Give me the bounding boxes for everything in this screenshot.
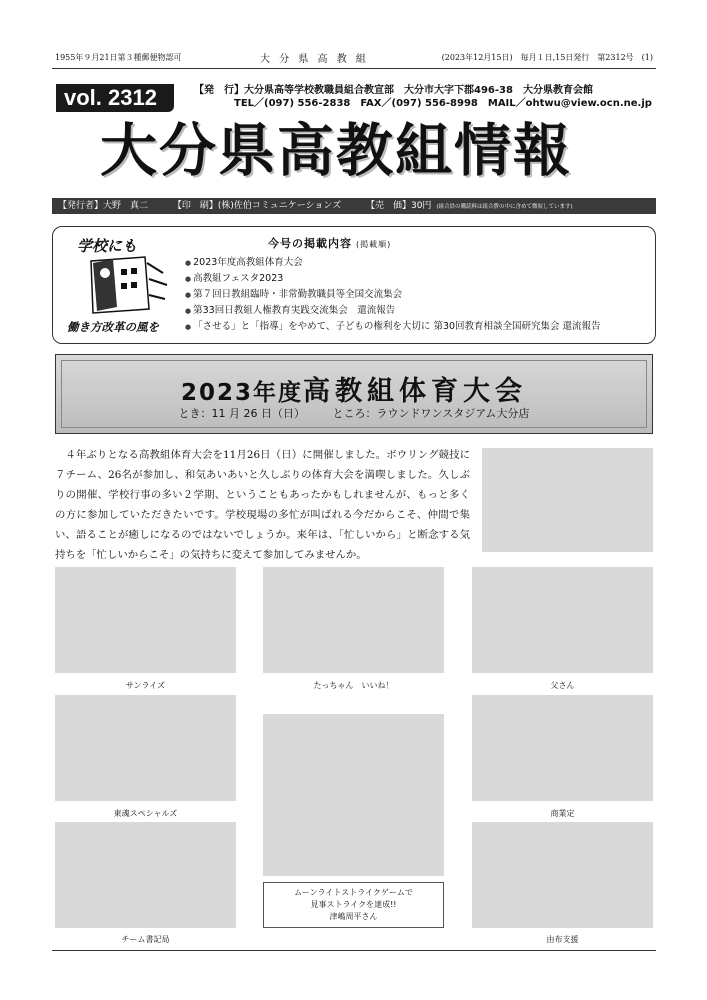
newspaper-title: 大分県高教組情報: [100, 118, 572, 184]
caption-moonlight-line-2: 見事ストライクを達成!!: [310, 900, 397, 909]
article-banner: [55, 354, 653, 434]
caption-toukon: 東魂スペシャルズ: [113, 809, 178, 818]
caption-sunrise: サンライズ: [125, 681, 166, 690]
photo-toukon: [55, 695, 236, 801]
publisher-line-2: TEL／(097) 556-2838 FAX／(097) 556-8998 MAIL／ohtwu@view.ocn.ne.jp: [234, 98, 652, 109]
caption-yufu: 由布支援: [546, 935, 579, 944]
bottom-rule: [52, 950, 656, 951]
work-reform-logo: [63, 233, 173, 337]
contents-item: ● 第７回日教組臨時・非常勤教職員等全国交流集会: [185, 287, 601, 303]
price-note: (組合員の購読料は組合費の中に含めて徴収しています): [436, 204, 573, 210]
price: 【売 価】30円: [365, 201, 432, 211]
photo-top-right: [482, 448, 653, 552]
contents-title-note: (掲載順): [356, 240, 392, 249]
article-body: ４年ぶりとなる高教組体育大会を11月26日（日）に開催しました。ボウリング競技に７チーム、26名が参加し、和気あいあいと久しぶりの体育大会を満喫しました。久しぶりの開催、学校行事の多い２学期、ということもあったかもしれませんが、もっと多くの方に参加していただきたいです。学校現場の多忙が叫ばれる今だからこそ、仲間で集い、語ることが癒しになるのではないでしょうか。来年は、「忙しいから」と断念する気持ちを「忙しいからこそ」の気持ちに変えて参加してみませんか。: [55, 449, 470, 561]
photo-shokikyoku: [55, 822, 236, 928]
publisher-line-1: 【発 行】大分県高等学校教職員組合教宣部 大分市大字下郡496-38 大分県教育会館: [194, 85, 593, 96]
top-line: [55, 50, 655, 66]
school-building-icon: [91, 257, 167, 313]
caption-moonlight-line-3: 津嶋周平さん: [329, 912, 378, 921]
contents-item: ● 第33回日教組人権教育実践交流集会 還流報告: [185, 303, 601, 319]
article-title: [56, 369, 652, 408]
article-title-year: 2023年度: [180, 380, 303, 406]
caption-moonlight: [263, 882, 444, 928]
printer-name: 【印 刷】(株)佐伯コミュニケーションズ: [172, 201, 342, 211]
photo-shogyo: [472, 695, 653, 801]
photo-moonlight: [263, 714, 444, 876]
event-place: ところ：ラウンドワンスタジアム大分店: [332, 407, 530, 420]
photo-tacchan: [263, 567, 444, 673]
photo-sunrise: [55, 567, 236, 673]
caption-tousan: 父さん: [550, 681, 575, 690]
publisher-info: [194, 84, 656, 110]
org-name-small: 大 分 県 高 教 組: [260, 54, 369, 65]
contents-item: ● 高教組フェスタ2023: [185, 271, 601, 287]
contents-list: [185, 255, 601, 335]
top-rule: [52, 68, 656, 69]
masthead: [52, 80, 656, 212]
contents-box: [52, 226, 656, 344]
photo-yufu: [472, 822, 653, 928]
photo-tousan: [472, 567, 653, 673]
caption-moonlight-line-1: ムーンライトストライクゲームで: [294, 888, 413, 897]
caption-shogyo: 商業定: [550, 809, 575, 818]
caption-shokikyoku: チーム書記局: [121, 935, 170, 944]
postal-permit: 1955年９月21日第３種郵便物認可: [55, 53, 182, 62]
event-details: [56, 405, 652, 421]
article-title-main: 高教組体育大会: [303, 376, 527, 407]
caption-tacchan: たっちゃん いいね！: [313, 681, 394, 690]
logo-line-2: 働き方改革の風を: [67, 320, 159, 334]
contents-item: ● 2023年度高教組体育大会: [185, 255, 601, 271]
contents-item: ● 「させる」と「指導」をやめて、子どもの権利を大切に 第30回教育相談全国研究集会 還流報告: [185, 319, 601, 335]
issuer-bar: [52, 198, 656, 214]
issue-date: (2023年12月15日) 毎月１日,15日発行 第2312号 (1): [441, 53, 653, 62]
contents-title-text: 今号の掲載内容: [268, 237, 352, 250]
event-date: とき：11 月 26 日（日）: [178, 407, 306, 420]
contents-title: [268, 235, 391, 251]
publisher-name: 【発行者】大野 真二: [58, 201, 149, 211]
logo-line-1: 学校にも: [77, 237, 138, 255]
volume-badge: vol. 2312: [56, 84, 174, 112]
